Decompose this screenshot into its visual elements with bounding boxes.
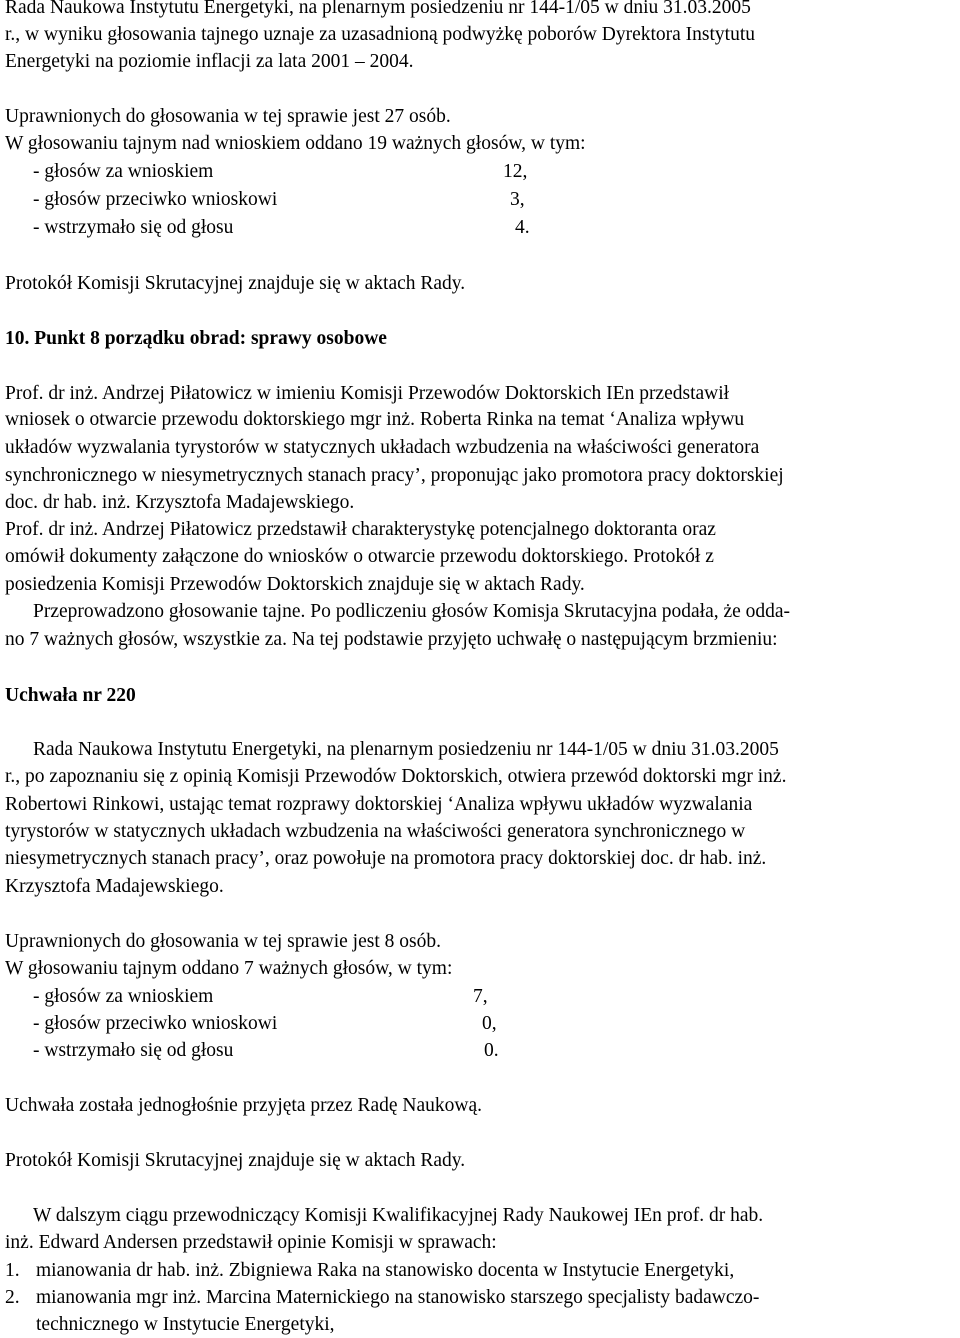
- votes-for-value: 12,: [503, 161, 528, 182]
- resolution-title: Uchwała nr 220: [5, 685, 136, 706]
- text-line: W dalszym ciągu przewodniczący Komisji Kwalifikacyjnej Rady Naukowej IEn prof. dr hab.: [33, 1205, 764, 1226]
- protocol-note: Protokół Komisji Skrutacyjnej znajduje się w aktach Rady.: [5, 1150, 466, 1171]
- votes-against-value: 3,: [510, 189, 525, 210]
- text-line: wniosek o otwarcie przewodu doktorskiego mgr inż. Roberta Rinka na temat ‘Analiza wpływu: [5, 409, 745, 430]
- votes-for-row: [5, 158, 605, 185]
- text-line: Krzysztofa Madajewskiego.: [5, 876, 224, 897]
- text-line: niesymetrycznych stanach pracy’, oraz powołuje na promotora pracy doktorskiej doc. dr hab. inż.: [5, 848, 767, 869]
- votes-abstain-value: 4.: [515, 217, 530, 238]
- text-line-content: Prof. dr inż. Andrzej Piłatowicz w imieniu Komisji Przewodów Doktorskich IEn przedstawił: [5, 383, 730, 404]
- votes-abstain-row: [5, 214, 605, 241]
- eligible-voters: Uprawnionych do głosowania w tej sprawie jest 8 osób.: [5, 931, 441, 952]
- votes-abstain-label: - wstrzymało się od głosu: [33, 217, 234, 238]
- list-item: [5, 1257, 960, 1284]
- text-line: inż. Edward Andersen przedstawił opinie Komisji w sprawach:: [5, 1232, 497, 1253]
- text-line: doc. dr hab. inż. Krzysztofa Madajewskiego.: [5, 492, 355, 513]
- text-line: Rada Naukowa Instytutu Energetyki, na plenarnym posiedzeniu nr 144-1/05 w dniu 31.03.2005: [5, 0, 751, 18]
- protocol-note: Protokół Komisji Skrutacyjnej znajduje się w aktach Rady.: [5, 273, 466, 294]
- text-line: omówił dokumenty załączone do wniosków o otwarcie przewodu doktorskiego. Protokół z: [5, 546, 714, 567]
- text-line: Energetyki na poziomie inflacji za lata 2001 – 2004.: [5, 51, 414, 72]
- votes-for-label: - głosów za wnioskiem: [33, 986, 214, 1007]
- text-line: synchronicznego w niesymetrycznych stanach pracy’, proponując jako promotora pracy doktorskiej: [5, 465, 784, 486]
- votes-against-row: [5, 1010, 605, 1037]
- votes-against-row: [5, 186, 605, 213]
- text-line: no 7 ważnych głosów, wszystkie za. Na tej podstawie przyjęto uchwałę o następującym brzmieniu:: [5, 629, 778, 650]
- votes-against-value: 0,: [482, 1013, 497, 1034]
- list-item-text: mianowania mgr inż. Marcina Maternickiego na stanowisko starszego specjalisty badawczo-: [36, 1287, 760, 1308]
- votes-for-value: 7,: [473, 986, 488, 1007]
- votes-abstain-row: [5, 1037, 605, 1064]
- text-line: Przeprowadzono głosowanie tajne. Po podliczeniu głosów Komisja Skrutacyjna podała, że odda-: [33, 601, 791, 622]
- list-item-text: mianowania dr hab. inż. Zbigniewa Raka na stanowisko docenta w Instytucie Energetyki,: [36, 1260, 735, 1281]
- text-line: r., po zapoznaniu się z opinią Komisji Przewodów Doktorskich, otwiera przewód doktorski mgr inż.: [5, 766, 787, 787]
- unanimous-note: Uchwała została jednogłośnie przyjęta przez Radę Naukową.: [5, 1095, 483, 1116]
- list-item-number: 1.: [5, 1260, 20, 1281]
- votes-against-label: - głosów przeciwko wnioskowi: [33, 189, 278, 210]
- text-line: r., w wyniku głosowania tajnego uznaje za uzasadnioną podwyżkę poborów Dyrektora Instytutu: [5, 24, 756, 45]
- votes-cast: W głosowaniu tajnym oddano 7 ważnych głosów, w tym:: [5, 958, 453, 979]
- text-line: Robertowi Rinkowi, ustając temat rozprawy doktorskiej ‘Analiza wpływu układów wyzwalania: [5, 794, 753, 815]
- text-line: tyrystorów w statycznych układach wzbudzenia na właściwości generatora synchronicznego w: [5, 821, 746, 842]
- text-line: Rada Naukowa Instytutu Energetyki, na plenarnym posiedzeniu nr 144-1/05 w dniu 31.03.2005: [33, 739, 779, 760]
- section-heading: 10. Punkt 8 porządku obrad: sprawy osobowe: [5, 328, 387, 349]
- list-item: [5, 1284, 960, 1311]
- text-line: [5, 380, 958, 407]
- text-line: posiedzenia Komisji Przewodów Doktorskich znajduje się w aktach Rady.: [5, 574, 585, 595]
- text-line: układów wyzwalania tyrystorów w statycznych układach wzbudzenia na właściwości generatora: [5, 437, 760, 458]
- votes-cast: W głosowaniu tajnym nad wnioskiem oddano 19 ważnych głosów, w tym:: [5, 133, 586, 154]
- list-item-continuation: technicznego w Instytucie Energetyki,: [36, 1314, 335, 1335]
- votes-abstain-value: 0.: [484, 1040, 499, 1061]
- text-line: Prof. dr inż. Andrzej Piłatowicz przedstawił charakterystykę potencjalnego doktoranta oraz: [5, 519, 716, 540]
- list-item-number: 2.: [5, 1287, 20, 1308]
- votes-for-label: - głosów za wnioskiem: [33, 161, 214, 182]
- votes-for-row: [5, 983, 605, 1010]
- votes-abstain-label: - wstrzymało się od głosu: [33, 1040, 234, 1061]
- eligible-voters: Uprawnionych do głosowania w tej sprawie jest 27 osób.: [5, 106, 451, 127]
- votes-against-label: - głosów przeciwko wnioskowi: [33, 1013, 278, 1034]
